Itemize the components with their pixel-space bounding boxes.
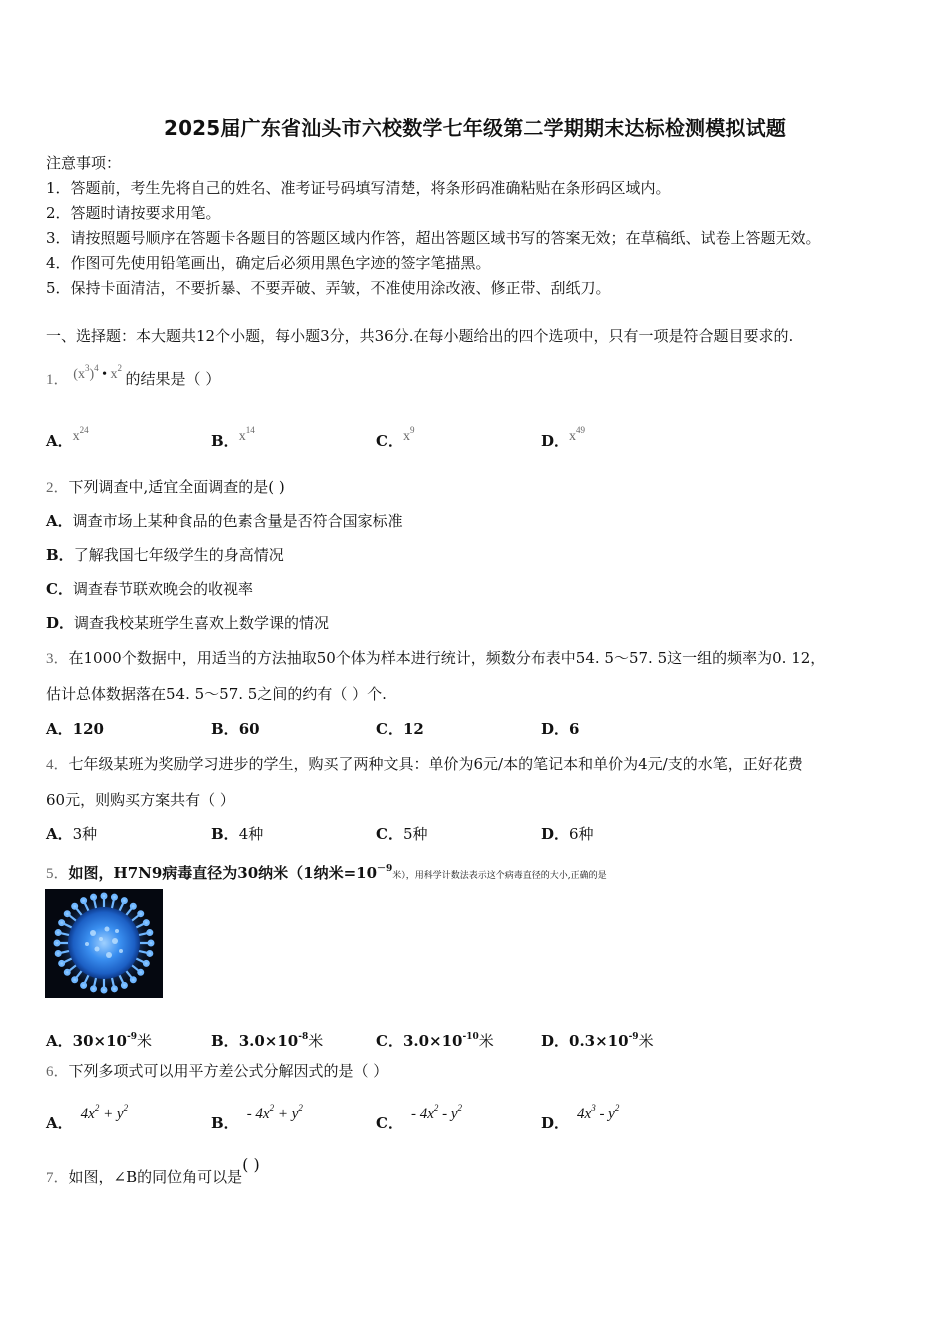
notice-item: 5．保持卡面清洁，不要折暴、不要弄破、弄皱，不准使用涂改液、修正带、刮纸刀。 (46, 279, 611, 297)
q2-option-c[interactable]: C．调查春节联欢晚会的收视率 (46, 580, 253, 598)
q4-option-c[interactable]: C．5种 (376, 825, 428, 843)
q6-option-d[interactable]: D． $4x^3 - y^2$ (541, 1103, 620, 1132)
question-2: 2．下列调查中,适宜全面调查的是( ) (46, 478, 285, 496)
virus-spike-tip (112, 895, 117, 900)
virus-spike-tip (56, 951, 61, 956)
virus-spike-tip (149, 941, 154, 946)
q6-option-b[interactable]: B． - $4x^2 + y^2$ (211, 1103, 303, 1132)
q1-option-c[interactable]: C．$x^9$ (376, 425, 415, 450)
virus-image (45, 889, 163, 998)
q2-option-d[interactable]: D．调查我校某班学生喜欢上数学课的情况 (46, 614, 330, 632)
question-5: 5．如图，H7N9病毒直径为30纳米（1纳米$=10^{-9}$米），用科学计数法表示这个病毒直径的大小,正确的是 (46, 864, 607, 882)
q5-option-a[interactable]: A．$30\times 10^{-9}$米 (46, 1032, 152, 1050)
virus-spike-tip (102, 988, 107, 993)
question-4: 4．七年级某班为奖励学习进步的学生，购买了两种文具：单价为6元/本的笔记本和单价为4元/支的水笔，正好花费 (46, 755, 803, 773)
notice-item: 3．请按照题号顺序在答题卡各题目的答题区域内作答，超出答题区域书写的答案无效；在草稿纸、试卷上答题无效。 (46, 229, 821, 247)
virus-spike-tip (131, 904, 136, 909)
notice-item: 2．答题时请按要求用笔。 (46, 204, 221, 222)
q1-option-a[interactable]: A．$x^{24}$ (46, 425, 89, 450)
virus-spike-tip (147, 951, 152, 956)
virus-spike-tip (59, 961, 64, 966)
q1-option-d[interactable]: D．$x^{49}$ (541, 425, 586, 450)
q5-option-d[interactable]: D．$0.3\times 10^{-9}$米 (541, 1032, 654, 1050)
virus-spike-tip (131, 977, 136, 982)
virus-spike-tip (55, 941, 60, 946)
q6-option-a[interactable]: A． $4x^2 + y^2$ (46, 1103, 129, 1132)
virus-spike-tip (138, 911, 143, 916)
virus-spike-tip (56, 930, 61, 935)
question-7: 7．如图，∠B的同位角可以是( ) (46, 1155, 260, 1186)
question-3-line2: 估计总体数据落在54. 5～57. 5之间的约有（ ）个. (46, 685, 387, 703)
question-4-line2: 60元，则购买方案共有（ ） (46, 791, 235, 809)
notice-heading: 注意事项： (46, 154, 122, 172)
virus-spike-tip (72, 977, 77, 982)
q3-option-a[interactable]: A．120 (46, 720, 104, 738)
virus-spike-tip (144, 920, 149, 925)
virus-spike-tip (81, 898, 86, 903)
virus-spike-tip (91, 986, 96, 991)
question-1: 1． $(x^3)^4$ • $x^2$ 的结果是（ ） (46, 363, 221, 388)
virus-spike-tip (122, 898, 127, 903)
q6-option-c[interactable]: C． - $4x^2 - y^2$ (376, 1103, 463, 1132)
q4-option-d[interactable]: D．6种 (541, 825, 594, 843)
q3-option-d[interactable]: D．6 (541, 720, 580, 738)
notice-item: 4．作图可先使用铅笔画出，确定后必须用黑色字迹的签字笔描黑。 (46, 254, 491, 272)
q3-option-b[interactable]: B．60 (211, 720, 260, 738)
virus-spike-tip (138, 970, 143, 975)
q1-option-b[interactable]: B．$x^{14}$ (211, 425, 255, 450)
question-6: 6．下列多项式可以用平方差公式分解因式的是（ ） (46, 1062, 389, 1080)
virus-spike-tip (122, 983, 127, 988)
virus-spike-tip (91, 895, 96, 900)
virus-spike-tip (102, 894, 107, 899)
q5-option-c[interactable]: C．$3.0\times 10^{-10}$米 (376, 1032, 494, 1050)
q4-option-b[interactable]: B．4种 (211, 825, 264, 843)
q4-option-a[interactable]: A．3种 (46, 825, 98, 843)
q2-option-b[interactable]: B．了解我国七年级学生的身高情况 (46, 546, 284, 564)
page-title: 2025届广东省汕头市六校数学七年级第二学期期末达标检测模拟试题 (163, 116, 787, 140)
notice-item: 1．答题前，考生先将自己的姓名、准考证号码填写清楚，将条形码准确粘贴在条形码区域内。 (46, 179, 671, 197)
virus-spike-tip (81, 983, 86, 988)
virus-spike-tip (59, 920, 64, 925)
q5-option-b[interactable]: B．$3.0\times 10^{-8}$米 (211, 1032, 324, 1050)
virus-spike-tip (72, 904, 77, 909)
virus-spike-tip (147, 930, 152, 935)
section-heading: 一、选择题：本大题共12个小题，每小题3分，共36分.在每小题给出的四个选项中，只有一项是符合题目要求的. (46, 327, 794, 345)
q3-option-c[interactable]: C．12 (376, 720, 424, 738)
virus-spike-tip (112, 986, 117, 991)
virus-spike-tip (65, 911, 70, 916)
virus-spike-tip (65, 970, 70, 975)
question-3: 3．在1000个数据中，用适当的方法抽取50个体为样本进行统计，频数分布表中54. 5～57. 5这一组的频率为0. 12， (46, 649, 826, 667)
q2-option-a[interactable]: A．调查市场上某种食品的色素含量是否符合国家标准 (46, 512, 403, 530)
virus-spike-tip (144, 961, 149, 966)
